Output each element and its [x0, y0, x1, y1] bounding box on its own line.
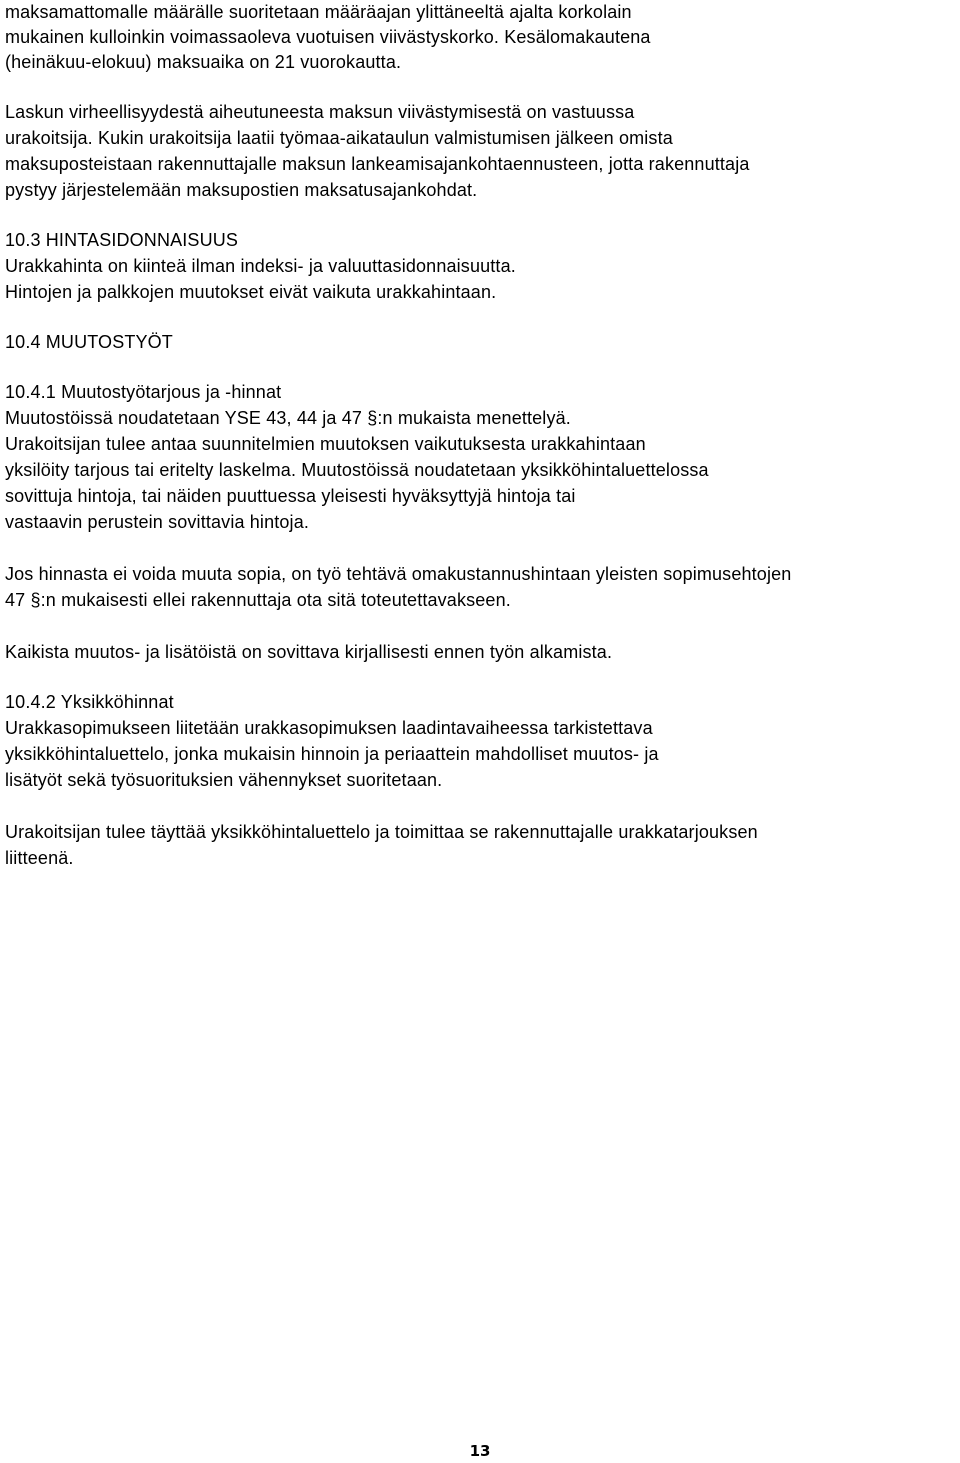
body-text-line: (heinäkuu-elokuu) maksuaika on 21 vuorokautta. [5, 52, 402, 72]
body-text-line: pystyy järjestelemään maksupostien maksatusajankohdat. [5, 180, 478, 200]
page-number: 13 [469, 1442, 491, 1460]
section-heading: 10.3 HINTASIDONNAISUUS [5, 230, 239, 250]
body-text-line: Urakkasopimukseen liitetään urakkasopimuksen laadintavaiheessa tarkistettava [5, 718, 653, 738]
body-text-line: Kaikista muutos- ja lisätöistä on sovittava kirjallisesti ennen työn alkamista. [5, 642, 613, 662]
subsection-heading: 10.4.1 Muutostyötarjous ja -hinnat [5, 382, 282, 402]
body-text-line: Urakkahinta on kiinteä ilman indeksi- ja valuuttasidonnaisuutta. [5, 256, 516, 276]
body-text-line: Urakoitsijan tulee antaa suunnitelmien muutoksen vaikutuksesta urakkahintaan [5, 434, 646, 454]
body-text-line: urakoitsija. Kukin urakoitsija laatii työmaa-aikataulun valmistumisen jälkeen omista [5, 128, 673, 148]
body-text-line: sovittuja hintoja, tai näiden puuttuessa yleisesti hyväksyttyjä hintoja tai [5, 486, 576, 506]
subsection-heading: 10.4.2 Yksikköhinnat [5, 692, 174, 712]
body-text-line: liitteenä. [5, 848, 74, 868]
body-text-line: Laskun virheellisyydestä aiheutuneesta maksun viivästymisestä on vastuussa [5, 102, 635, 122]
body-text-line: Muutostöissä noudatetaan YSE 43, 44 ja 47 §:n mukaista menettelyä. [5, 408, 571, 428]
body-text-line: maksuposteistaan rakennuttajalle maksun lankeamisajankohtaennusteen, jotta rakennuttaja [5, 154, 750, 174]
body-text-line: Urakoitsijan tulee täyttää yksikköhintaluettelo ja toimittaa se rakennuttajalle urakkatarjouksen [5, 822, 758, 842]
body-text-line: 47 §:n mukaisesti ellei rakennuttaja ota sitä toteutettavakseen. [5, 590, 511, 610]
section-heading: 10.4 MUUTOSTYÖT [5, 332, 173, 352]
body-text-line: Jos hinnasta ei voida muuta sopia, on työ tehtävä omakustannushintaan yleisten sopimusehtojen [5, 564, 792, 584]
body-text-line: Hintojen ja palkkojen muutokset eivät vaikuta urakkahintaan. [5, 282, 497, 302]
body-text-line: maksamattomalle määrälle suoritetaan määräajan ylittäneeltä ajalta korkolain [5, 2, 632, 22]
body-text-line: yksikköhintaluettelo, jonka mukaisin hinnoin ja periaattein mahdolliset muutos- ja [5, 744, 659, 764]
body-text-line: yksilöity tarjous tai eritelty laskelma. Muutostöissä noudatetaan yksikköhintaluettelossa [5, 460, 709, 480]
body-text-line: mukainen kulloinkin voimassaoleva vuotuisen viivästyskorko. Kesälomakautena [5, 27, 651, 47]
body-text-line: lisätyöt sekä työsuorituksien vähennykset suoritetaan. [5, 770, 443, 790]
body-text-line: vastaavin perustein sovittavia hintoja. [5, 512, 310, 532]
